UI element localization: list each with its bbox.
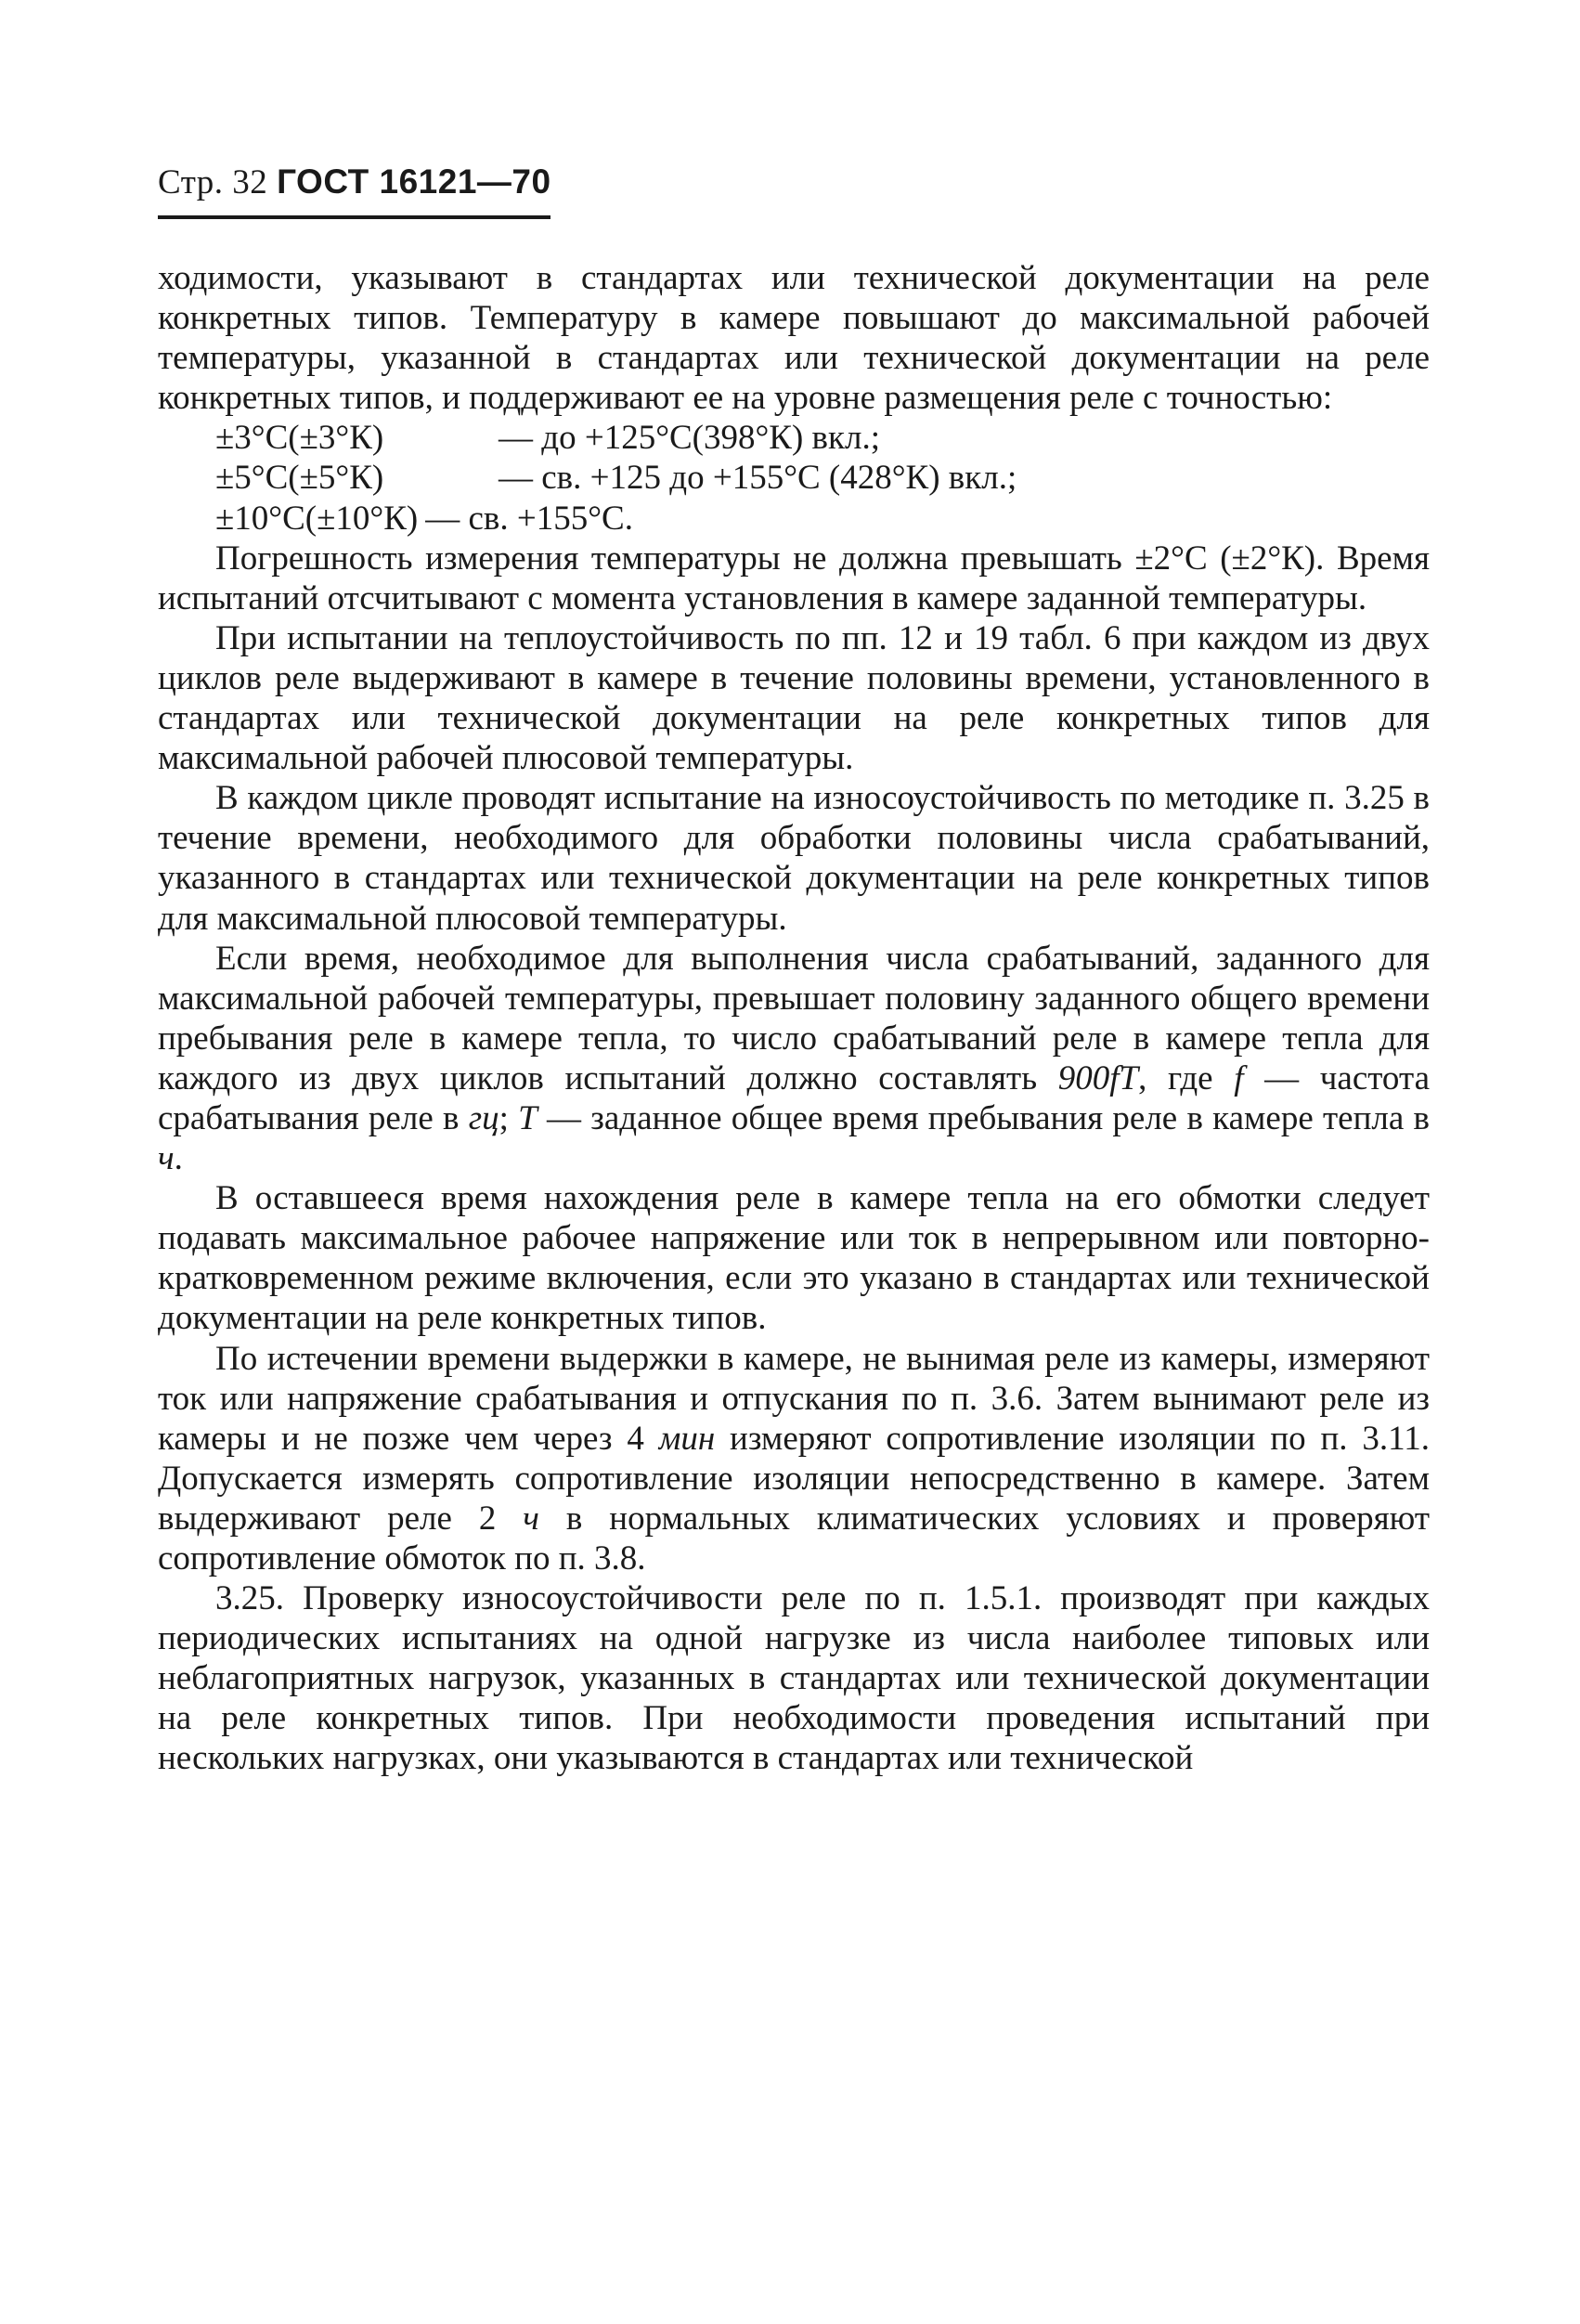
page-number: Стр. 32: [158, 163, 268, 201]
tolerance-line: ±3°С(±3°К) — до +125°С(398°К) вкл.;: [215, 419, 880, 458]
tolerance-line: ±10°С(±10°К) — св. +155°С.: [215, 499, 633, 538]
paragraph-accuracy: Погрешность измерения температуры не должна превышать ±2°С (±2°К). Время испытаний отсчитывают с момента установления в камере заданной температуры.: [158, 539, 1430, 617]
header-rule: [158, 215, 550, 219]
paragraph-3-25: 3.25. Проверку износоустойчивости реле по п. 1.5.1. производят при каждых периодических испытаниях на одной нагрузке из числа наиболее типовых или неблагоприятных нагрузок, указанных в стандартах или технической документации на реле конкретных типов. При необходимости проведения испытаний при нескольких нагрузках, они указываются в стандартах или технической: [158, 1579, 1430, 1778]
paragraph-after-exposure: По истечении времени выдержки в камере, не вынимая реле из камеры, измеряют ток или напряжение срабатывания и отпускания по п. 3.6. Затем вынимают реле из камеры и не позже чем через 4 мин измеряют сопротивление изоляции по п. 3.11. Допускается измерять сопротивление изоляции непосредственно в камере. Затем выдерживают реле 2 ч в нормальных климатических условиях и проверяют сопротивление обмоток по п. 3.8.: [158, 1339, 1430, 1577]
formula: 900fT: [1057, 1058, 1139, 1097]
paragraph-cycle: В каждом цикле проводят испытание на износоустойчивость по методике п. 3.25 в течение времени, необходимого для обработки половины числа срабатываний, указанного в стандартах или технической документации на реле конкретных типов для максимальной плюсовой температуры.: [158, 779, 1430, 938]
paragraph-remaining-time: В оставшееся время нахождения реле в камере тепла на его обмотки следует подавать максимальное рабочее напряжение или ток в непрерывном или повторно-кратковременном режиме включения, если это указано в стандартах или технической документации на реле конкретных типов.: [158, 1179, 1430, 1338]
tolerance-list: [158, 418, 1430, 538]
paragraph-continued: ходимости, указывают в стандартах или технической документации на реле конкретных типов. Температуру в камере повышают до максимальной рабочей температуры, указанной в стандартах или технической документации на реле конкретных типов, и поддерживают ее на уровне размещения реле с точностью:: [158, 259, 1430, 418]
tolerance-line: ±5°С(±5°К) — св. +125 до +155°С (428°К) вкл.;: [215, 459, 1017, 498]
paragraph-operation-time: Если время, необходимое для выполнения числа срабатываний, заданного для максимальной рабочей температуры, превышает половину заданного общего времени пребывания реле в камере тепла, то число срабатываний реле в камере тепла для каждого из двух циклов испытаний должно составлять 900fT, где f — частота срабатывания реле в гц; T — заданное общее время пребывания реле в камере тепла в ч.: [158, 939, 1430, 1178]
standard-number: ГОСТ 16121—70: [277, 162, 551, 201]
page-header: [158, 162, 551, 202]
paragraph-heat-resistance: При испытании на теплоустойчивость по пп. 12 и 19 табл. 6 при каждом из двух циклов реле выдерживают в камере в течение половины времени, установленного в стандартах или технической документации на реле конкретных типов для максимальной рабочей плюсовой температуры.: [158, 618, 1430, 778]
body-text: [158, 258, 1430, 1779]
